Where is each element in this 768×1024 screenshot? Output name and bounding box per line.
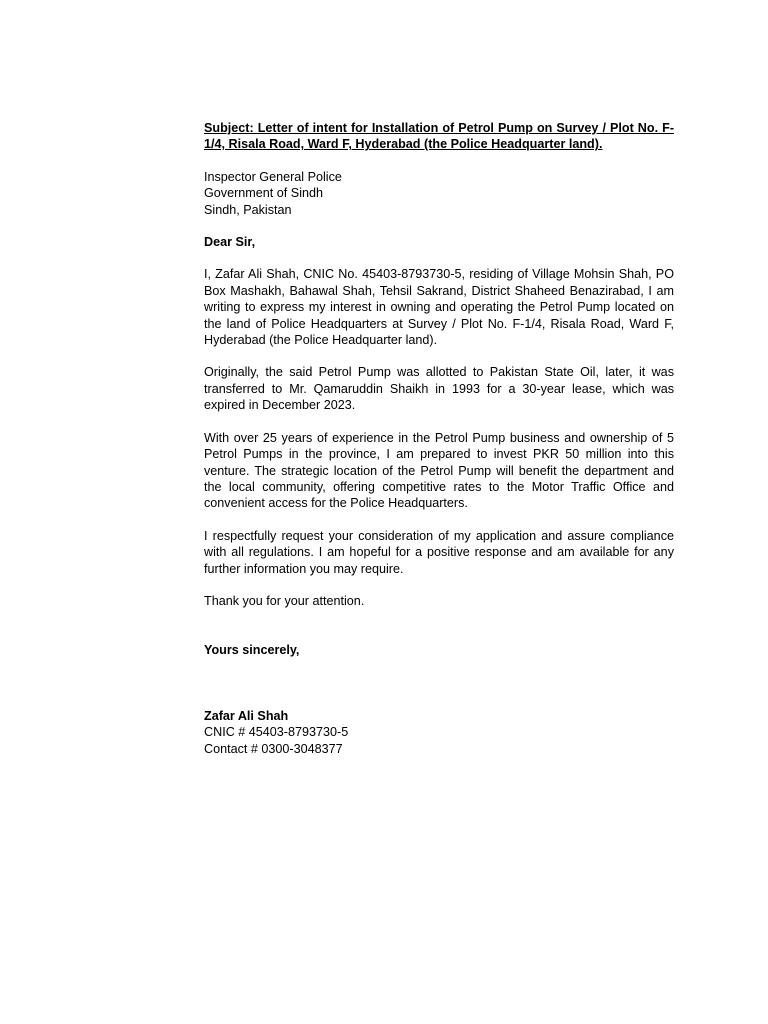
subject-text: Letter of intent for Installation of Petrol Pump on Survey / Plot No. F-1/4, Risala Road, Ward F, Hyderabad <box>204 121 675 152</box>
paragraph-history: Originally, the said Petrol Pump was allotted to Pakistan State Oil, later, it was transferred to Mr. Qamaruddin Shaikh in 1993 for a 30-year lease, which was expired in December 2023. <box>204 365 674 413</box>
recipient-line-2: Government of Sindh <box>204 186 324 201</box>
recipient-address <box>204 169 674 218</box>
thanks-line: Thank you for your attention. <box>204 593 365 608</box>
paragraph-experience: With over 25 years of experience in the Petrol Pump business and ownership of 5 Petrol Pumps in the province, I am prepared to invest PKR 50 million into this venture. The strategic location of the Petrol Pump will benefit the department and the local community, offering competitive rates to the Motor Traffic Office and convenient access for the Police Headquarters. <box>204 430 674 511</box>
salutation: Dear Sir, <box>204 235 256 250</box>
closing: Yours sincerely, <box>204 643 300 658</box>
signature-name: Zafar Ali Shah <box>204 708 289 723</box>
recipient-line-3: Sindh, Pakistan <box>204 202 292 217</box>
letter-body <box>204 120 674 757</box>
paragraph-request: I respectfully request your consideration of my application and assure compliance with all regulations. I am hopeful for a positive response and am available for any further information you may require. <box>204 528 674 576</box>
signature-contact: Contact # 0300-3048377 <box>204 741 343 756</box>
recipient-line-1: Inspector General Police <box>204 169 342 184</box>
subject-label: Subject: <box>204 121 254 135</box>
subject-emphasis: (the Police Headquarter land). <box>424 137 603 152</box>
subject-line <box>204 120 674 153</box>
signature-block <box>204 708 674 757</box>
paragraph-introduction: I, Zafar Ali Shah, CNIC No. 45403-8793730-5, residing of Village Mohsin Shah, PO Box Mashakh, Bahawal Shah, Tehsil Sakrand, District Shaheed Benazirabad, I am writing to express my interest in owning and operating the Petrol Pump located on the land of Police Headquarters at Survey / Plot No. F-1/4, Risala Road, Ward F, Hyderabad (the Police Headquarter land). <box>204 267 674 348</box>
signature-cnic: CNIC # 45403-8793730-5 <box>204 725 349 740</box>
